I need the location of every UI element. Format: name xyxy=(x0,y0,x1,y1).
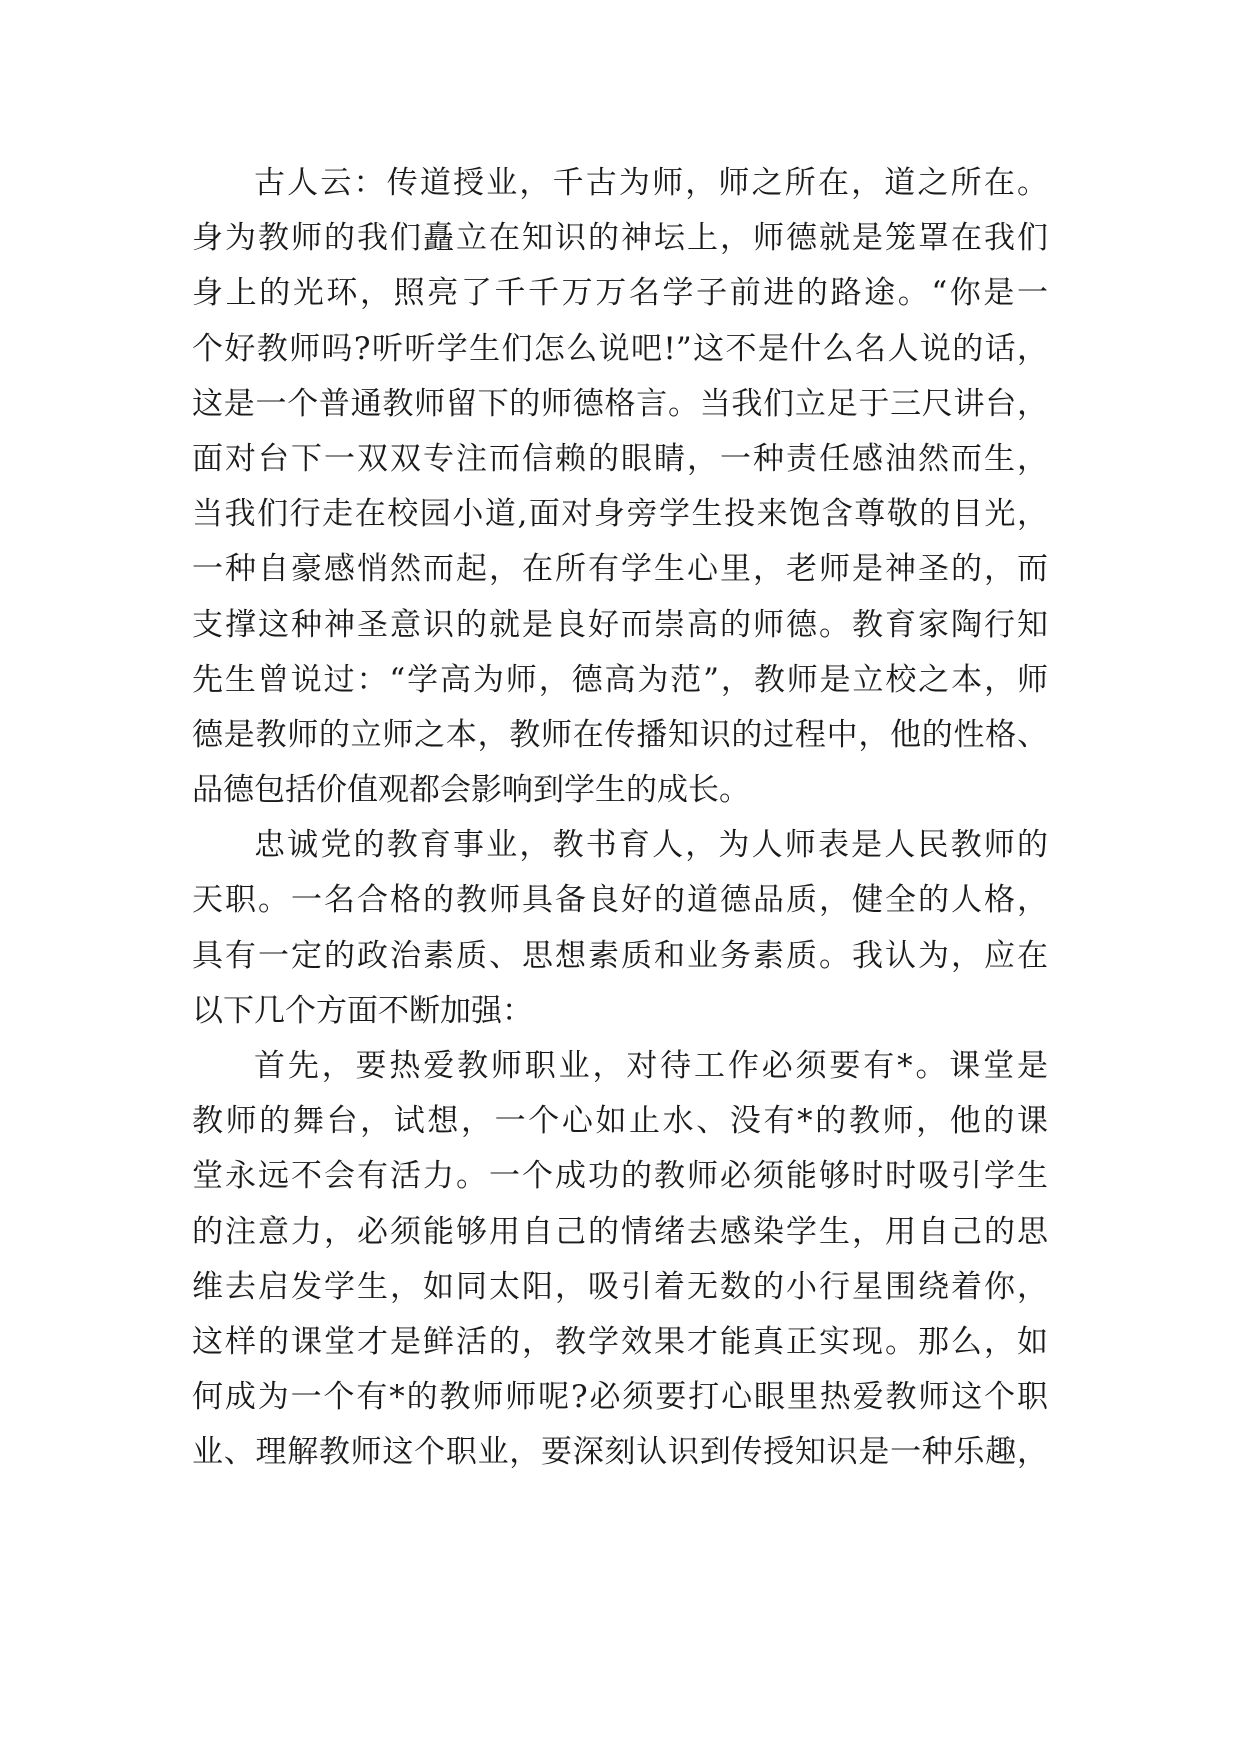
text-line: 忠诚党的教育事业，教书育人，为人师表是人民教师的 xyxy=(254,827,1048,864)
text-line: 品德包括价值观都会影响到学生的成长。 xyxy=(192,772,750,809)
text-line: 具有一定的政治素质、思想素质和业务素质。我认为，应在 xyxy=(192,937,1048,974)
text-line: 的注意力，必须能够用自己的情绪去感染学生，用自己的思 xyxy=(192,1213,1048,1250)
text-line: 堂永远不会有活力。一个成功的教师必须能够时时吸引学生 xyxy=(192,1158,1048,1195)
text-line: 当我们行走在校园小道,面对身旁学生投来饱含尊敬的目光， xyxy=(192,496,1048,533)
text-line: 以下几个方面不断加强： xyxy=(192,992,533,1029)
body-text xyxy=(192,156,1048,1481)
text-line: 一种自豪感悄然而起，在所有学生心里，老师是神圣的，而 xyxy=(192,551,1048,588)
text-line: 面对台下一双双专注而信赖的眼睛，一种责任感油然而生， xyxy=(192,440,1048,477)
text-line: 支撑这种神圣意识的就是良好而崇高的师德。教育家陶行知 xyxy=(192,606,1048,643)
paragraph-2 xyxy=(192,818,1048,1039)
text-line: 先生曾说过：“学高为师，德高为范”，教师是立校之本，师 xyxy=(192,661,1048,698)
text-line: 这样的课堂才是鲜活的，教学效果才能真正实现。那么，如 xyxy=(192,1323,1048,1360)
text-line: 天职。一名合格的教师具备良好的道德品质，健全的人格， xyxy=(192,882,1048,919)
text-line: 教师的舞台，试想，一个心如止水、没有*的教师，他的课 xyxy=(192,1103,1048,1140)
text-line: 业、理解教师这个职业，要深刻认识到传授知识是一种乐趣， xyxy=(192,1434,1048,1471)
paragraph-1 xyxy=(192,156,1048,818)
text-line: 首先，要热爱教师职业，对待工作必须要有*。课堂是 xyxy=(254,1048,1048,1084)
text-line: 这是一个普通教师留下的师德格言。当我们立足于三尺讲台， xyxy=(192,385,1048,422)
text-line: 个好教师吗?听听学生们怎么说吧!”这不是什么名人说的话， xyxy=(192,330,1048,367)
text-line: 何成为一个有*的教师师呢?必须要打心眼里热爱教师这个职 xyxy=(192,1379,1048,1416)
paragraph-3 xyxy=(192,1039,1048,1481)
text-line: 古人云：传道授业，千古为师，师之所在，道之所在。 xyxy=(254,165,1048,201)
text-line: 维去启发学生，如同太阳，吸引着无数的小行星围绕着你， xyxy=(192,1268,1048,1305)
text-line: 身上的光环，照亮了千千万万名学子前进的路途。“你是一 xyxy=(192,275,1048,312)
text-line: 德是教师的立师之本，教师在传播知识的过程中，他的性格、 xyxy=(192,716,1048,753)
text-line: 身为教师的我们矗立在知识的神坛上，师德就是笼罩在我们 xyxy=(192,220,1048,257)
